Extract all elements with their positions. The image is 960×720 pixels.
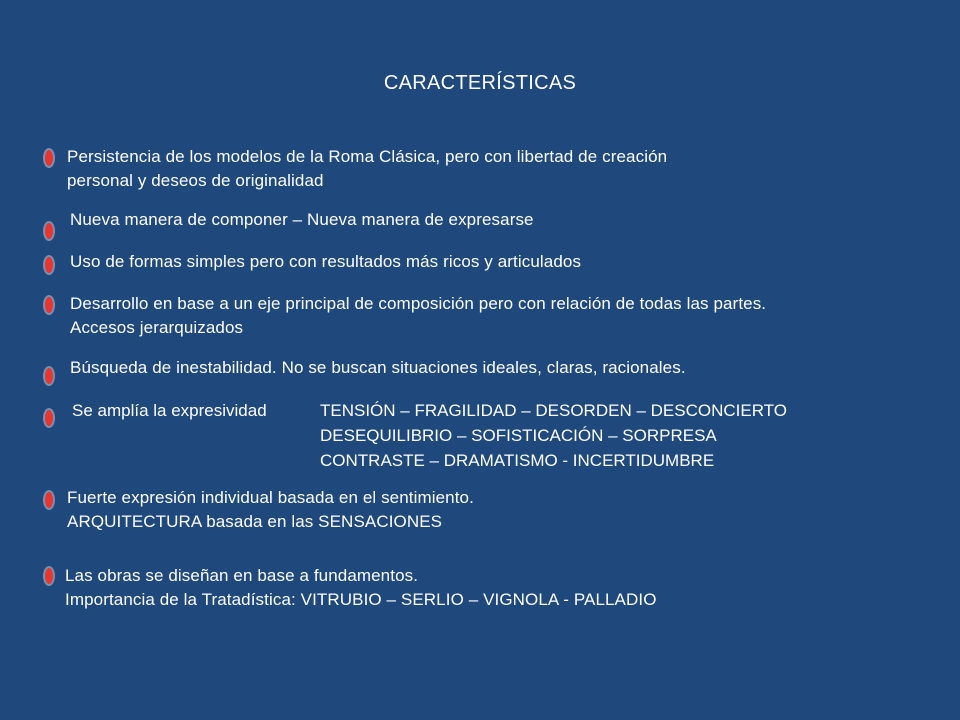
bullet-icon [43, 408, 55, 428]
item-text-line: Búsqueda de inestabilidad. No se buscan situaciones ideales, claras, racionales. [70, 358, 686, 377]
list-item [70, 250, 581, 274]
bullet-icon [43, 490, 55, 510]
expressivity-value-line: TENSIÓN – FRAGILIDAD – DESORDEN – DESCONCIERTO [320, 401, 787, 420]
list-item [67, 145, 667, 193]
expressivity-lead: Se amplía la expresividad [72, 401, 267, 420]
list-item [70, 292, 766, 340]
slide-title: CARACTERÍSTICAS [383, 72, 577, 94]
bullet-icon [43, 566, 55, 586]
item-text-line: ARQUITECTURA basada en las SENSACIONES [67, 512, 443, 531]
item-text-line: Importancia de la Tratadística: VITRUBIO – SERLIO – VIGNOLA - PALLADIO [65, 590, 657, 609]
list-item [65, 564, 657, 612]
item-text-line: Accesos jerarquizados [70, 318, 244, 337]
item-text-line: Desarrollo en base a un eje principal de composición pero con relación de todas las partes. [70, 294, 767, 313]
bullet-icon [43, 221, 55, 241]
item-text-line: Persistencia de los modelos de la Roma Clásica, pero con libertad de creación [67, 147, 668, 166]
item-text-line: Nueva manera de componer – Nueva manera de expresarse [70, 210, 534, 229]
item-text-line: Uso de formas simples pero con resultados más ricos y articulados [70, 252, 582, 271]
bullet-icon [43, 255, 55, 275]
bullet-icon [43, 148, 55, 168]
list-item [70, 208, 534, 232]
item-text-line: Fuerte expresión individual basada en el sentimiento. [67, 488, 474, 507]
item-text-line: Las obras se diseñan en base a fundamentos. [65, 566, 419, 585]
bullet-icon [43, 295, 55, 315]
bullet-icon [43, 366, 55, 386]
expressivity-value-line: DESEQUILIBRIO – SOFISTICACIÓN – SORPRESA [320, 426, 717, 445]
list-item [67, 486, 474, 534]
expressivity-value-line: CONTRASTE – DRAMATISMO - INCERTIDUMBRE [320, 451, 715, 470]
list-item [70, 356, 686, 380]
item-text-line: personal y deseos de originalidad [67, 171, 324, 190]
expressivity-values [320, 398, 787, 473]
